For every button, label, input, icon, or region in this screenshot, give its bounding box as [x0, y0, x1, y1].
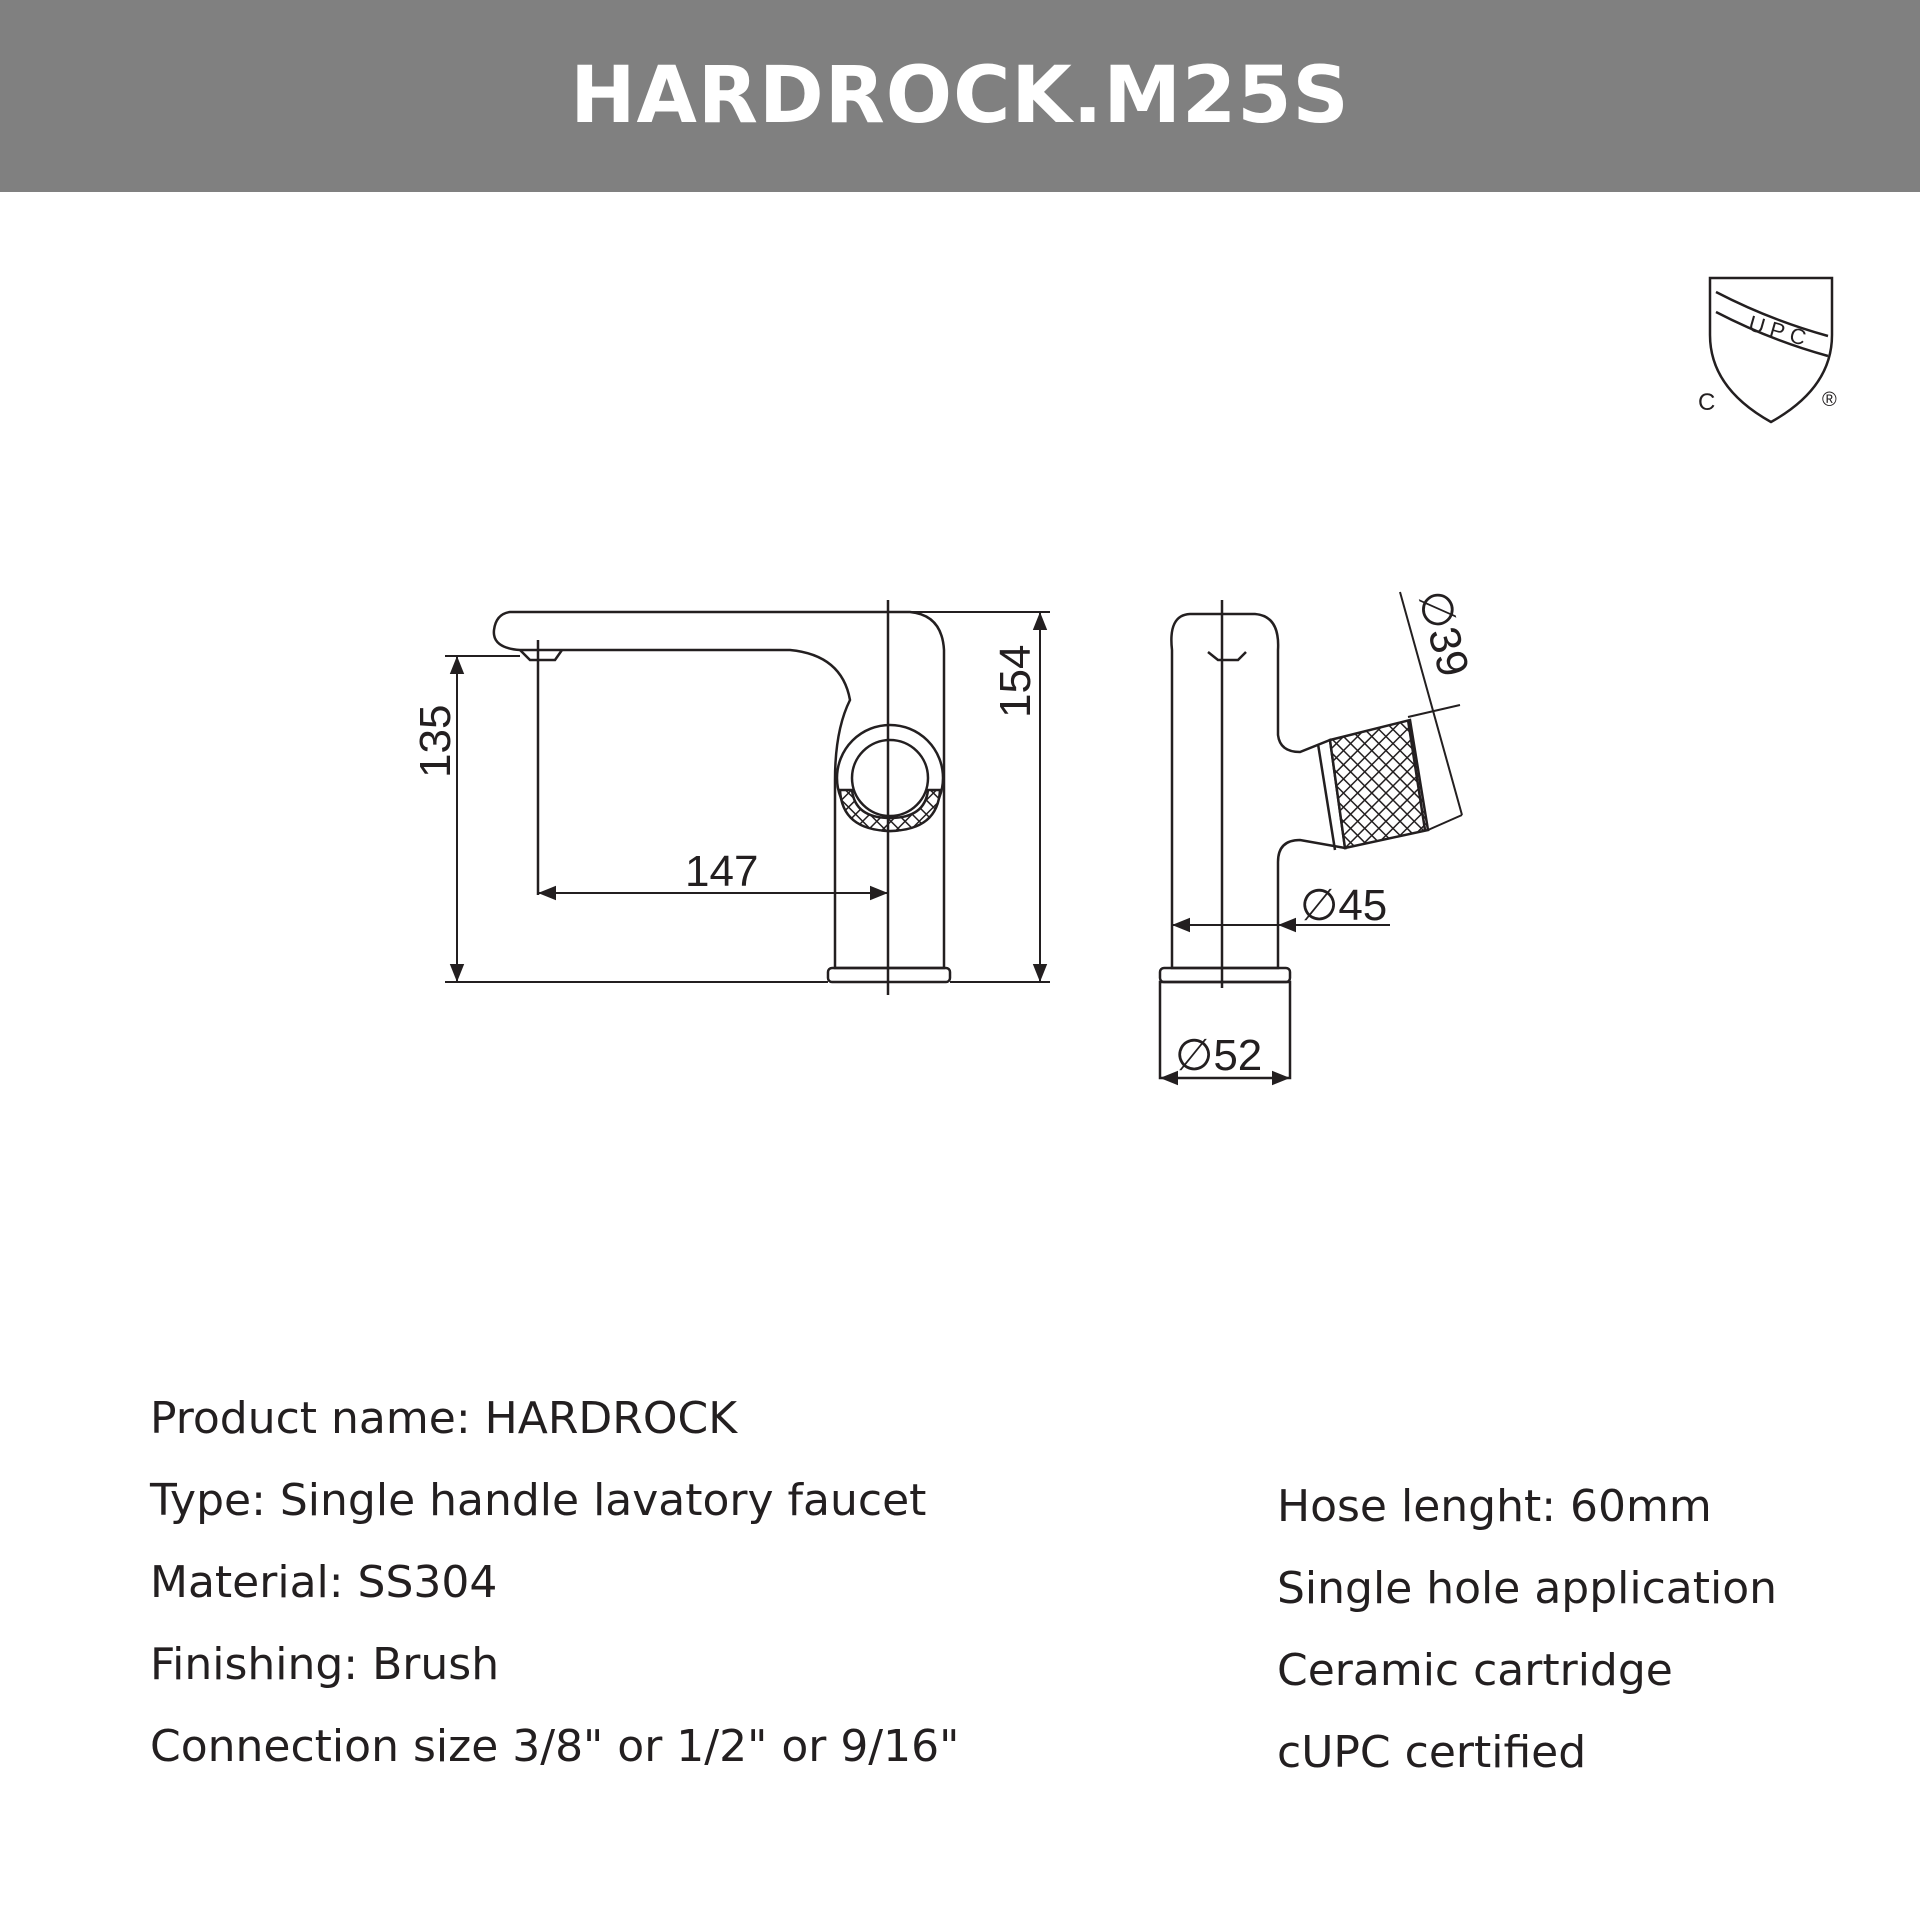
front-aerator	[1208, 652, 1246, 660]
front-handle-knurl	[1330, 720, 1428, 848]
dim-45-label: ∅45	[1300, 881, 1388, 930]
aerator	[520, 650, 562, 660]
spec-hose-length: Hose lenght: 60mm	[1277, 1481, 1712, 1532]
dim-147-label: 147	[685, 847, 759, 896]
spec-product-name: Product name: HARDROCK	[150, 1393, 738, 1444]
page-title: HARDROCK.M25S	[570, 51, 1350, 141]
faucet-side-outline	[494, 612, 944, 968]
badge-letters: UPC	[1745, 310, 1815, 353]
dim-39-ext-b	[1428, 815, 1462, 830]
side-view	[494, 600, 950, 995]
spec-material: Material: SS304	[150, 1557, 498, 1608]
spec-hole-application: Single hole application	[1277, 1563, 1778, 1614]
badge-registered-mark: ®	[1822, 389, 1837, 411]
spec-list-right	[1277, 1466, 1777, 1794]
spec-list-left	[150, 1378, 959, 1788]
badge-c-mark: C	[1698, 389, 1716, 416]
side-handle-knurl	[840, 790, 940, 831]
side-handle-inner	[852, 740, 928, 816]
dim-135-label: 135	[411, 704, 460, 778]
front-dimensions	[1160, 592, 1462, 1078]
spec-connection-size: Connection size 3/8" or 1/2" or 9/16"	[150, 1721, 960, 1772]
front-base	[1160, 968, 1290, 982]
dim-39-label: ∅39	[1408, 584, 1479, 682]
spec-type: Type: Single handle lavatory faucet	[150, 1475, 927, 1526]
spec-certification: cUPC certified	[1277, 1727, 1587, 1778]
side-dimensions	[445, 612, 1050, 982]
spec-finishing: Finishing: Brush	[150, 1639, 500, 1690]
dim-52-label: ∅52	[1175, 1031, 1263, 1080]
dim-154-label: 154	[991, 644, 1040, 718]
spec-cartridge: Ceramic cartridge	[1277, 1645, 1673, 1696]
front-view	[1160, 600, 1428, 1078]
